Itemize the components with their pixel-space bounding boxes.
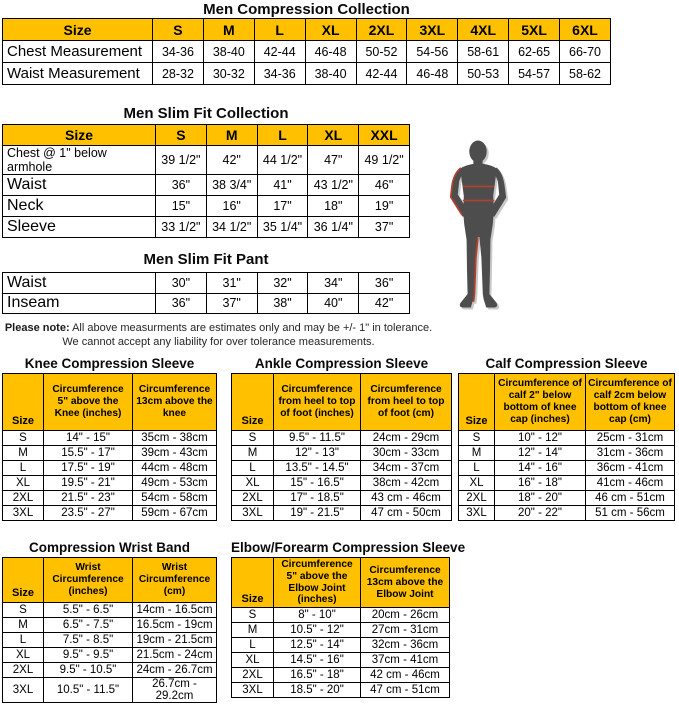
column-header-cell: Circumference of calf 2cm below bottom of knee cap (cm) bbox=[586, 374, 675, 431]
column-header-cell: Size bbox=[3, 558, 44, 603]
column-header-cell: Wrist Circumference (cm) bbox=[133, 558, 217, 603]
value-cell: 42-44 bbox=[356, 63, 407, 85]
table-row bbox=[3, 146, 410, 175]
row-label-cell: 3XL bbox=[232, 683, 274, 698]
value-cell: 32" bbox=[257, 273, 308, 294]
men-slim-fit-pant-title: Men Slim Fit Pant bbox=[143, 251, 269, 268]
table-row bbox=[3, 63, 611, 85]
row-label-cell: Waist Measurement bbox=[3, 63, 153, 85]
row-label-cell: M bbox=[459, 446, 495, 461]
column-header-cell: XL bbox=[305, 19, 356, 41]
table-row bbox=[232, 653, 450, 668]
table-row bbox=[3, 678, 217, 703]
table-row bbox=[232, 608, 450, 623]
calf-sleeve-table bbox=[458, 373, 675, 521]
column-header-cell: 5XL bbox=[509, 19, 560, 41]
row-label-cell: 2XL bbox=[3, 491, 44, 506]
row-label-cell: Chest @ 1" below armhole bbox=[3, 146, 156, 175]
note-line-2: We cannot accept any liability for over tolerance measurements. bbox=[62, 335, 375, 348]
value-cell: 16.5" - 18" bbox=[274, 668, 361, 683]
value-cell: 42" bbox=[206, 146, 257, 175]
row-label-cell: M bbox=[232, 446, 274, 461]
row-label-cell: XL bbox=[3, 648, 44, 663]
header-row bbox=[3, 125, 410, 146]
value-cell: 59cm - 67cm bbox=[133, 506, 217, 521]
value-cell: 14.5" - 16" bbox=[274, 653, 361, 668]
row-label-cell: 3XL bbox=[232, 506, 274, 521]
table-row bbox=[232, 683, 450, 698]
row-label-cell: 2XL bbox=[232, 491, 274, 506]
value-cell: 15" - 16.5" bbox=[274, 476, 361, 491]
value-cell: 37" bbox=[206, 293, 257, 314]
value-cell: 66-70 bbox=[560, 41, 611, 63]
value-cell: 10.5" - 11.5" bbox=[44, 678, 133, 703]
row-label-cell: L bbox=[3, 633, 44, 648]
value-cell: 54cm - 58cm bbox=[133, 491, 217, 506]
column-header-cell: Size bbox=[3, 374, 44, 431]
value-cell: 43 1/2" bbox=[308, 175, 359, 196]
value-cell: 35cm - 38cm bbox=[133, 431, 217, 446]
column-header-cell: Circumference 13cm above the knee bbox=[133, 374, 217, 431]
value-cell: 5.5" - 6.5" bbox=[44, 603, 133, 618]
table-row bbox=[3, 41, 611, 63]
table-row bbox=[3, 618, 217, 633]
note-line-1-text: All above measurments are estimates only and may be +/- 1" in tolerance. bbox=[69, 322, 433, 334]
table-row bbox=[459, 461, 675, 476]
table-row bbox=[459, 476, 675, 491]
row-label-cell: Sleeve bbox=[3, 217, 156, 238]
value-cell: 47 cm - 51cm bbox=[361, 683, 450, 698]
value-cell: 25cm - 31cm bbox=[586, 431, 675, 446]
row-label-cell: S bbox=[232, 431, 274, 446]
row-label-cell: 2XL bbox=[3, 663, 44, 678]
value-cell: 13.5" - 14.5" bbox=[274, 461, 361, 476]
row-label-cell: S bbox=[459, 431, 495, 446]
value-cell: 39 1/2" bbox=[156, 146, 207, 175]
value-cell: 19.5" - 21" bbox=[44, 476, 133, 491]
value-cell: 42 cm - 46cm bbox=[361, 668, 450, 683]
row-label-cell: Inseam bbox=[3, 293, 156, 314]
value-cell: 20cm - 26cm bbox=[361, 608, 450, 623]
value-cell: 17.5" - 19" bbox=[44, 461, 133, 476]
value-cell: 49cm - 53cm bbox=[133, 476, 217, 491]
table-row bbox=[459, 506, 675, 521]
row-label-cell: S bbox=[3, 431, 44, 446]
value-cell: 58-61 bbox=[458, 41, 509, 63]
row-label-cell: Waist bbox=[3, 175, 156, 196]
value-cell: 62-65 bbox=[509, 41, 560, 63]
men-slim-fit-pant-table bbox=[2, 272, 410, 314]
note-prefix: Please note: bbox=[4, 322, 70, 334]
value-cell: 46-48 bbox=[407, 63, 458, 85]
value-cell: 41" bbox=[257, 175, 308, 196]
row-label-cell: L bbox=[459, 461, 495, 476]
value-cell: 17" - 18.5" bbox=[274, 491, 361, 506]
table-row bbox=[232, 461, 452, 476]
value-cell: 33 1/2" bbox=[156, 217, 207, 238]
table-row bbox=[3, 446, 217, 461]
value-cell: 6.5" - 7.5" bbox=[44, 618, 133, 633]
value-cell: 58-62 bbox=[560, 63, 611, 85]
value-cell: 39cm - 43cm bbox=[133, 446, 217, 461]
row-label-cell: 2XL bbox=[232, 668, 274, 683]
value-cell: 41cm - 46cm bbox=[586, 476, 675, 491]
tolerance-note bbox=[0, 322, 437, 349]
table-row bbox=[3, 648, 217, 663]
value-cell: 16" bbox=[206, 196, 257, 217]
column-header-cell: Circumference 5" above the Elbow Joint (inches) bbox=[274, 558, 361, 608]
column-header-cell: 6XL bbox=[560, 19, 611, 41]
table-row bbox=[232, 623, 450, 638]
row-label-cell: Waist bbox=[3, 273, 156, 294]
value-cell: 30cm - 33cm bbox=[361, 446, 452, 461]
column-header-cell: Circumference 13cm above the Elbow Joint bbox=[361, 558, 450, 608]
value-cell: 17" bbox=[257, 196, 308, 217]
column-header-cell: Size bbox=[3, 19, 153, 41]
note-line-1 bbox=[0, 322, 437, 336]
value-cell: 34cm - 37cm bbox=[361, 461, 452, 476]
value-cell: 50-52 bbox=[356, 41, 407, 63]
column-header-cell: Size bbox=[232, 374, 274, 431]
column-header-cell: Size bbox=[232, 558, 274, 608]
value-cell: 19cm - 21.5cm bbox=[133, 633, 217, 648]
value-cell: 36" bbox=[359, 273, 410, 294]
value-cell: 46 cm - 51cm bbox=[586, 491, 675, 506]
value-cell: 40" bbox=[308, 293, 359, 314]
value-cell: 19" - 21.5" bbox=[274, 506, 361, 521]
value-cell: 28-32 bbox=[153, 63, 204, 85]
value-cell: 47 cm - 50cm bbox=[361, 506, 452, 521]
row-label-cell: M bbox=[232, 623, 274, 638]
table-row bbox=[3, 217, 410, 238]
men-compression-title: Men Compression Collection bbox=[203, 1, 410, 18]
value-cell: 36cm - 41cm bbox=[586, 461, 675, 476]
men-slim-fit-title: Men Slim Fit Collection bbox=[123, 105, 289, 122]
value-cell: 8" - 10" bbox=[274, 608, 361, 623]
value-cell: 30" bbox=[156, 273, 207, 294]
table-row bbox=[232, 431, 452, 446]
value-cell: 34-36 bbox=[254, 63, 305, 85]
men-slim-fit-table bbox=[2, 124, 410, 238]
value-cell: 46-48 bbox=[305, 41, 356, 63]
value-cell: 35 1/4" bbox=[257, 217, 308, 238]
value-cell: 16.5cm - 19cm bbox=[133, 618, 217, 633]
value-cell: 31cm - 36cm bbox=[586, 446, 675, 461]
value-cell: 36" bbox=[156, 293, 207, 314]
table-row bbox=[3, 431, 217, 446]
value-cell: 42-44 bbox=[254, 41, 305, 63]
value-cell: 27cm - 31cm bbox=[361, 623, 450, 638]
column-header-cell: 3XL bbox=[407, 19, 458, 41]
elbow-forearm-title: Elbow/Forearm Compression Sleeve bbox=[231, 540, 466, 555]
value-cell: 44cm - 48cm bbox=[133, 461, 217, 476]
header-row bbox=[3, 19, 611, 41]
column-header-cell: XL bbox=[308, 125, 359, 146]
calf-sleeve-title: Calf Compression Sleeve bbox=[485, 356, 648, 371]
table-row bbox=[232, 506, 452, 521]
header-row bbox=[232, 374, 452, 431]
value-cell: 38" bbox=[257, 293, 308, 314]
knee-sleeve-title: Knee Compression Sleeve bbox=[24, 356, 195, 371]
value-cell: 31" bbox=[206, 273, 257, 294]
row-label-cell: 3XL bbox=[459, 506, 495, 521]
value-cell: 30-32 bbox=[203, 63, 254, 85]
ankle-sleeve-table bbox=[231, 373, 452, 521]
knee-sleeve-table bbox=[2, 373, 217, 521]
table-row bbox=[3, 293, 410, 314]
row-label-cell: M bbox=[3, 446, 44, 461]
value-cell: 15" bbox=[156, 196, 207, 217]
value-cell: 12" - 14" bbox=[495, 446, 586, 461]
table-row bbox=[232, 491, 452, 506]
value-cell: 7.5" - 8.5" bbox=[44, 633, 133, 648]
table-row bbox=[459, 431, 675, 446]
row-label-cell: Neck bbox=[3, 196, 156, 217]
header-row bbox=[3, 374, 217, 431]
wrist-band-title: Compression Wrist Band bbox=[28, 540, 191, 555]
value-cell: 51 cm - 56cm bbox=[586, 506, 675, 521]
ankle-sleeve-title: Ankle Compression Sleeve bbox=[254, 356, 429, 371]
wrist-band-table bbox=[2, 557, 217, 703]
value-cell: 44 1/2" bbox=[257, 146, 308, 175]
column-header-cell: 2XL bbox=[356, 19, 407, 41]
value-cell: 12" - 13" bbox=[274, 446, 361, 461]
table-row bbox=[3, 633, 217, 648]
men-compression-table bbox=[2, 18, 611, 85]
value-cell: 50-53 bbox=[458, 63, 509, 85]
table-row bbox=[232, 668, 450, 683]
table-row bbox=[3, 273, 410, 294]
value-cell: 10.5" - 12" bbox=[274, 623, 361, 638]
column-header-cell: XXL bbox=[359, 125, 410, 146]
value-cell: 9.5" - 11.5" bbox=[274, 431, 361, 446]
column-header-cell: Size bbox=[3, 125, 156, 146]
value-cell: 54-57 bbox=[509, 63, 560, 85]
row-label-cell: L bbox=[232, 461, 274, 476]
row-label-cell: S bbox=[232, 608, 274, 623]
value-cell: 16" - 18" bbox=[495, 476, 586, 491]
value-cell: 38-40 bbox=[305, 63, 356, 85]
value-cell: 14" - 16" bbox=[495, 461, 586, 476]
table-row bbox=[3, 196, 410, 217]
table-row bbox=[3, 663, 217, 678]
value-cell: 32cm - 36cm bbox=[361, 638, 450, 653]
male-figure-icon bbox=[447, 140, 510, 314]
table-row bbox=[459, 491, 675, 506]
elbow-forearm-table bbox=[231, 557, 450, 698]
row-label-cell: 3XL bbox=[3, 506, 44, 521]
column-header-cell: S bbox=[153, 19, 204, 41]
value-cell: 43 cm - 46cm bbox=[361, 491, 452, 506]
value-cell: 38cm - 42cm bbox=[361, 476, 452, 491]
value-cell: 23.5" - 27" bbox=[44, 506, 133, 521]
value-cell: 37" bbox=[359, 217, 410, 238]
header-row bbox=[3, 558, 217, 603]
row-label-cell: Chest Measurement bbox=[3, 41, 153, 63]
row-label-cell: XL bbox=[232, 653, 274, 668]
value-cell: 36" bbox=[156, 175, 207, 196]
column-header-cell: Wrist Circumference (inches) bbox=[44, 558, 133, 603]
table-row bbox=[3, 461, 217, 476]
row-label-cell: M bbox=[3, 618, 44, 633]
value-cell: 42" bbox=[359, 293, 410, 314]
value-cell: 46" bbox=[359, 175, 410, 196]
value-cell: 18" - 20" bbox=[495, 491, 586, 506]
male-silhouette-figure bbox=[447, 140, 510, 314]
header-row bbox=[459, 374, 675, 431]
table-row bbox=[232, 446, 452, 461]
value-cell: 38 3/4" bbox=[206, 175, 257, 196]
value-cell: 12.5" - 14" bbox=[274, 638, 361, 653]
row-label-cell: 3XL bbox=[3, 678, 44, 703]
value-cell: 9.5" - 9.5" bbox=[44, 648, 133, 663]
value-cell: 14cm - 16.5cm bbox=[133, 603, 217, 618]
value-cell: 10" - 12" bbox=[495, 431, 586, 446]
column-header-cell: Circumference from heel to top of foot (inches) bbox=[274, 374, 361, 431]
row-label-cell: XL bbox=[232, 476, 274, 491]
value-cell: 47" bbox=[308, 146, 359, 175]
value-cell: 26.7cm - 29.2cm bbox=[133, 678, 217, 703]
value-cell: 34" bbox=[308, 273, 359, 294]
column-header-cell: Size bbox=[459, 374, 495, 431]
column-header-cell: L bbox=[254, 19, 305, 41]
column-header-cell: Circumference 5" above the Knee (inches) bbox=[44, 374, 133, 431]
column-header-cell: M bbox=[203, 19, 254, 41]
row-label-cell: 2XL bbox=[459, 491, 495, 506]
value-cell: 24cm - 26.7cm bbox=[133, 663, 217, 678]
value-cell: 18.5" - 20" bbox=[274, 683, 361, 698]
row-label-cell: L bbox=[3, 461, 44, 476]
row-label-cell: L bbox=[232, 638, 274, 653]
table-row bbox=[3, 476, 217, 491]
column-header-cell: Circumference from heel to top of foot (cm) bbox=[361, 374, 452, 431]
value-cell: 34 1/2" bbox=[206, 217, 257, 238]
header-row bbox=[232, 558, 450, 608]
row-label-cell: S bbox=[3, 603, 44, 618]
value-cell: 38-40 bbox=[203, 41, 254, 63]
value-cell: 18" bbox=[308, 196, 359, 217]
figure-torso-legs bbox=[460, 164, 497, 308]
column-header-cell: M bbox=[206, 125, 257, 146]
value-cell: 21.5" - 23" bbox=[44, 491, 133, 506]
table-row bbox=[3, 175, 410, 196]
value-cell: 14" - 15" bbox=[44, 431, 133, 446]
value-cell: 34-36 bbox=[153, 41, 204, 63]
value-cell: 9.5" - 10.5" bbox=[44, 663, 133, 678]
value-cell: 49 1/2" bbox=[359, 146, 410, 175]
column-header-cell: L bbox=[257, 125, 308, 146]
row-label-cell: XL bbox=[3, 476, 44, 491]
table-row bbox=[3, 506, 217, 521]
table-row bbox=[232, 638, 450, 653]
value-cell: 36 1/4" bbox=[308, 217, 359, 238]
table-row bbox=[3, 491, 217, 506]
column-header-cell: 4XL bbox=[458, 19, 509, 41]
column-header-cell: S bbox=[156, 125, 207, 146]
value-cell: 21.5cm - 24cm bbox=[133, 648, 217, 663]
table-row bbox=[232, 476, 452, 491]
value-cell: 24cm - 29cm bbox=[361, 431, 452, 446]
row-label-cell: XL bbox=[459, 476, 495, 491]
table-row bbox=[459, 446, 675, 461]
value-cell: 20" - 22" bbox=[495, 506, 586, 521]
value-cell: 19" bbox=[359, 196, 410, 217]
column-header-cell: Circumference of calf 2" below bottom of knee cap (inches) bbox=[495, 374, 586, 431]
value-cell: 37cm - 41cm bbox=[361, 653, 450, 668]
value-cell: 54-56 bbox=[407, 41, 458, 63]
table-row bbox=[3, 603, 217, 618]
value-cell: 15.5" - 17" bbox=[44, 446, 133, 461]
